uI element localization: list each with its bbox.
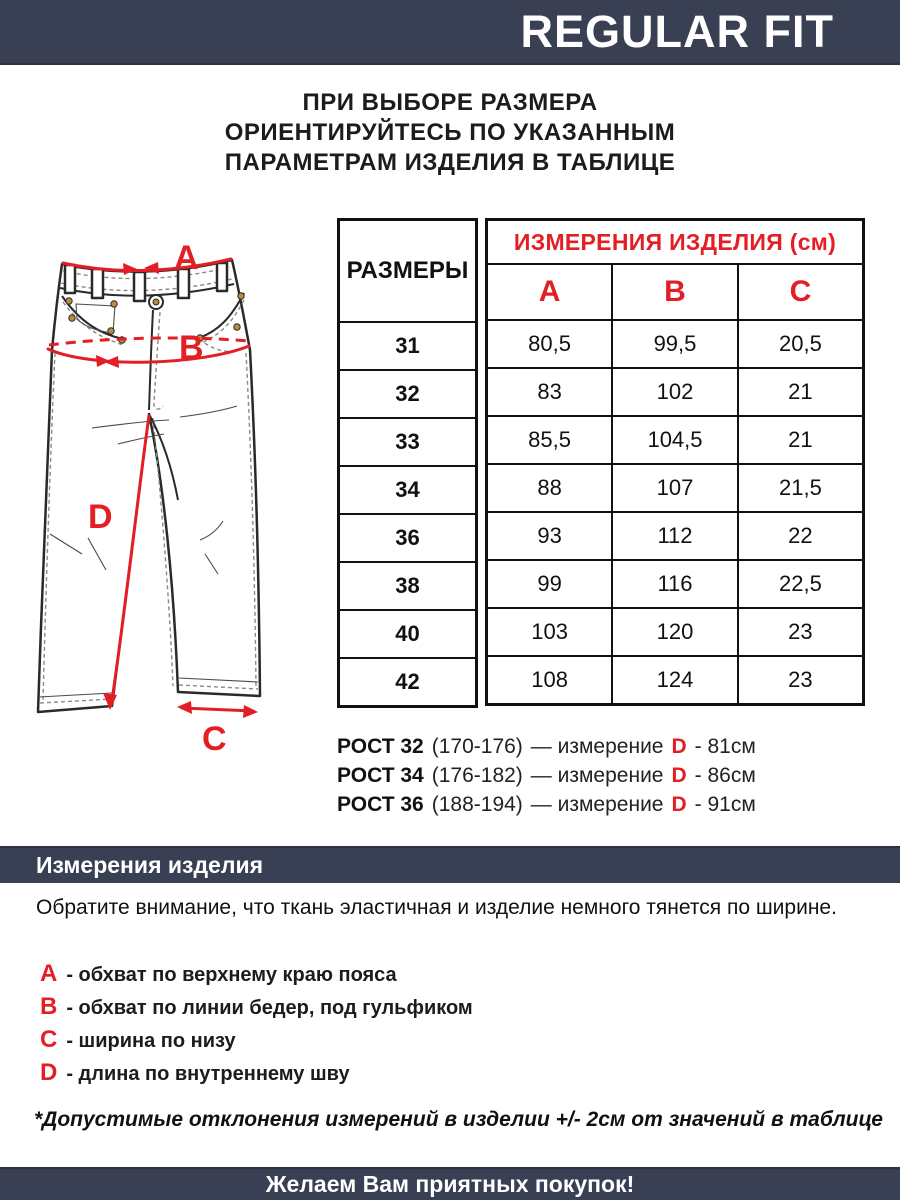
size-value: 38 — [339, 562, 477, 610]
height-note-value: - 86см — [694, 764, 756, 787]
measurement-row — [487, 608, 864, 656]
height-note-value: - 91см — [694, 793, 756, 816]
size-value: 31 — [339, 322, 477, 370]
size-row — [339, 610, 477, 658]
height-note-letter: D — [671, 735, 687, 758]
rivet — [66, 298, 72, 304]
height-note-label: РОСТ 36 — [337, 793, 424, 816]
measurement-row — [487, 416, 864, 464]
height-note-range: (176-182) — [431, 764, 523, 787]
intro-line-2: ОРИЕНТИРУЙТЕСЬ ПО УКАЗАННЫМ — [224, 119, 676, 146]
legend-letter: C — [40, 1026, 58, 1053]
size-value: 40 — [339, 610, 477, 658]
size-row — [339, 322, 477, 370]
measurement-a: 85,5 — [487, 416, 613, 464]
measurement-b: 107 — [612, 464, 738, 512]
section-bar — [0, 846, 900, 883]
stretch-note: Обратите внимание, что ткань эластичная и изделие немного тянется по ширине. — [36, 896, 837, 919]
height-note — [337, 762, 756, 789]
sizes-body — [339, 322, 477, 707]
belt-loop — [217, 263, 227, 291]
legend-text: - обхват по линии бедер, под гульфиком — [66, 997, 473, 1019]
height-note-text: — измерение — [530, 793, 664, 816]
size-row — [339, 514, 477, 562]
rivet — [238, 293, 244, 299]
legend-item — [40, 1059, 473, 1086]
measurement-b: 116 — [612, 560, 738, 608]
measurement-legend — [40, 960, 473, 1086]
size-row — [339, 370, 477, 418]
rivet — [111, 301, 117, 307]
measurement-a: 99 — [487, 560, 613, 608]
tolerance-footnote: *Допустимые отклонения измерений в изделии +/- 2см от значений в таблице — [34, 1108, 883, 1131]
sizes-header: РАЗМЕРЫ — [339, 220, 477, 323]
belt-loop — [65, 265, 75, 293]
legend-letter: A — [40, 960, 58, 987]
height-note-value: - 81см — [694, 735, 756, 758]
size-table — [337, 218, 865, 708]
size-row — [339, 658, 477, 707]
size-row — [339, 466, 477, 514]
legend-item — [40, 960, 473, 987]
jeans-label-a: A — [174, 239, 199, 277]
belt-loop — [134, 272, 145, 301]
size-value: 36 — [339, 514, 477, 562]
legend-item — [40, 1026, 473, 1053]
measurements-body — [487, 320, 864, 705]
measurement-c: 20,5 — [738, 320, 864, 368]
section-bar-title: Измерения изделия — [36, 852, 264, 878]
legend-text: - обхват по верхнему краю пояса — [66, 964, 397, 986]
measurement-row — [487, 560, 864, 608]
height-note-range: (188-194) — [431, 793, 523, 816]
measurement-c: 23 — [738, 608, 864, 656]
jeans-measurement-diagram — [22, 238, 337, 773]
size-value: 34 — [339, 466, 477, 514]
height-note — [337, 733, 756, 760]
legend-item — [40, 993, 473, 1020]
measurement-a: 80,5 — [487, 320, 613, 368]
belt-loop — [92, 269, 103, 298]
measurement-a: 108 — [487, 656, 613, 705]
measurement-b: 102 — [612, 368, 738, 416]
height-note-label: РОСТ 32 — [337, 735, 424, 758]
height-note-text: — измерение — [530, 764, 664, 787]
header-bar — [0, 0, 900, 65]
size-value: 33 — [339, 418, 477, 466]
measurement-c: 21 — [738, 416, 864, 464]
jeans-outline — [38, 260, 260, 712]
measurement-row — [487, 464, 864, 512]
rivet — [108, 328, 114, 334]
measurement-a: 93 — [487, 512, 613, 560]
measurement-a: 103 — [487, 608, 613, 656]
legend-letter: D — [40, 1059, 58, 1086]
height-note-label: РОСТ 34 — [337, 764, 424, 787]
measurements-group-header: ИЗМЕРЕНИЯ ИЗДЕЛИЯ (см) — [487, 220, 864, 265]
size-value: 42 — [339, 658, 477, 707]
measurement-b: 112 — [612, 512, 738, 560]
jeans-label-d: D — [88, 498, 113, 536]
measurement-a: 83 — [487, 368, 613, 416]
height-note-letter: D — [671, 793, 687, 816]
size-row — [339, 562, 477, 610]
jeans-label-c: C — [202, 720, 227, 758]
jeans-label-b: B — [179, 329, 204, 367]
height-note — [337, 791, 756, 818]
intro-text — [0, 88, 900, 178]
measurement-b: 104,5 — [612, 416, 738, 464]
height-note-letter: D — [671, 764, 687, 787]
measurement-c: 21,5 — [738, 464, 864, 512]
legend-text: - длина по внутреннему шву — [66, 1063, 350, 1085]
measurement-row — [487, 368, 864, 416]
legend-text: - ширина по низу — [66, 1030, 236, 1052]
height-note-text: — измерение — [530, 735, 664, 758]
rivet — [234, 324, 240, 330]
column-header-a: A — [487, 264, 613, 320]
measurement-row — [487, 512, 864, 560]
measurement-c: 22 — [738, 512, 864, 560]
size-row — [339, 418, 477, 466]
measurements-table — [485, 218, 865, 706]
height-note-range: (170-176) — [431, 735, 523, 758]
measurement-b: 120 — [612, 608, 738, 656]
measurement-c: 23 — [738, 656, 864, 705]
sizes-column — [337, 218, 478, 708]
rivet — [69, 315, 75, 321]
measurement-c: 22,5 — [738, 560, 864, 608]
measurement-row — [487, 320, 864, 368]
measurement-b: 99,5 — [612, 320, 738, 368]
column-header-c: C — [738, 264, 864, 320]
intro-line-3: ПАРАМЕТРАМ ИЗДЕЛИЯ В ТАБЛИЦЕ — [224, 149, 676, 176]
measurement-a: 88 — [487, 464, 613, 512]
column-header-b: B — [612, 264, 738, 320]
size-value: 32 — [339, 370, 477, 418]
footer-bar — [0, 1167, 900, 1200]
measurement-c: 21 — [738, 368, 864, 416]
measurement-b: 124 — [612, 656, 738, 705]
measurement-row — [487, 656, 864, 705]
fit-title: REGULAR FIT — [520, 5, 834, 57]
footer-text: Желаем Вам приятных покупок! — [265, 1171, 635, 1197]
legend-letter: B — [40, 993, 58, 1020]
intro-line-1: ПРИ ВЫБОРЕ РАЗМЕРА — [302, 89, 598, 116]
height-notes — [337, 733, 756, 818]
